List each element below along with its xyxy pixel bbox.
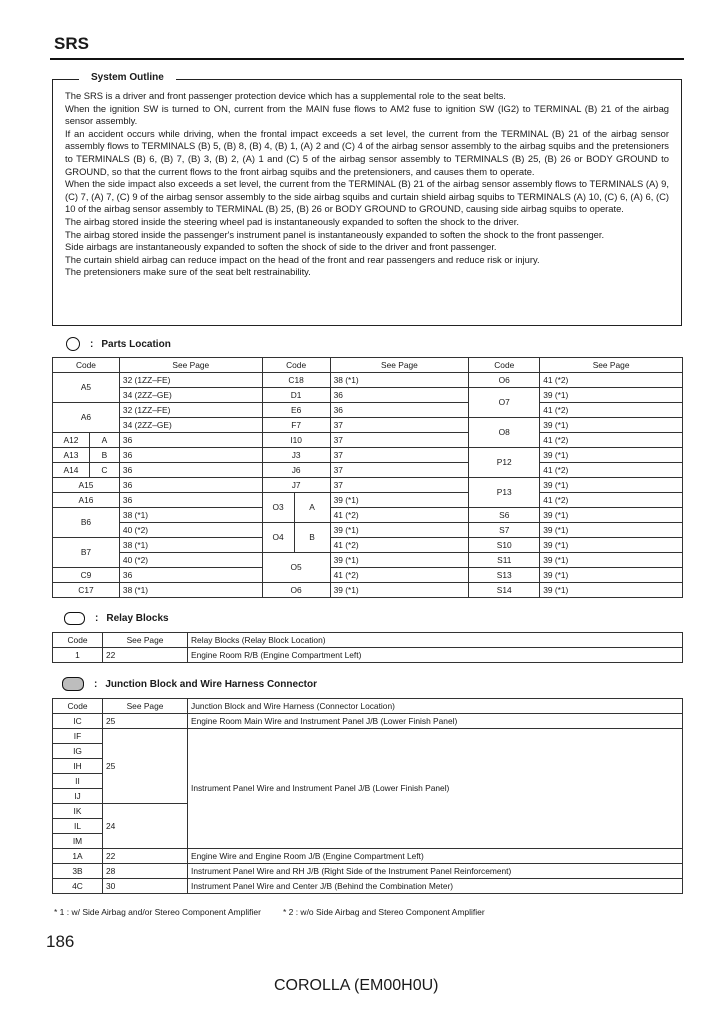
see-page: 38 (*1) [330,373,469,388]
see-page: 39 (*1) [540,553,683,568]
see-page: 22 [103,648,188,663]
see-page: 25 [103,729,188,804]
table-row [53,879,683,894]
table-row [53,433,683,448]
see-page: 28 [103,864,188,879]
part-code: A5 [53,373,120,403]
table-row [53,493,683,508]
part-code: F7 [262,418,330,433]
table-row [53,849,683,864]
see-page: 38 (*1) [119,538,262,553]
part-code: A16 [53,493,120,508]
column-header: Code [53,699,103,714]
parts-location-table [52,357,683,598]
part-code: O4 [262,523,294,553]
part-code: J6 [262,463,330,478]
system-outline-label: System Outline [79,72,176,83]
see-page: 25 [103,714,188,729]
table-row [53,418,683,433]
table-row [53,373,683,388]
table-row [53,403,683,418]
junction-code: IJ [53,789,103,804]
see-page: 34 (2ZZ–GE) [119,388,262,403]
see-page: 36 [119,448,262,463]
see-page: 24 [103,804,188,849]
part-code: O3 [262,493,294,523]
part-code: D1 [262,388,330,403]
see-page: 37 [330,478,469,493]
part-code: S7 [469,523,540,538]
see-page: 39 (*1) [540,388,683,403]
part-sub-code: C [89,463,119,478]
part-sub-code: A [89,433,119,448]
connector-circle-icon [66,337,80,351]
table-row [53,648,683,663]
table-row [53,714,683,729]
outline-paragraph: If an accident occurs while driving, when the frontal impact exceeds a set level, the current from the TERMINAL (B) 21 of the airbag sensor assembly flows to TERMINALS (B) 5, (B) 8, (B) 4, (B) 1, (A) 2 and (C) 4 of the airbag sensor assembly to the airbag squibs and the pretensioners to TERMINALS (B) 6, (B) 7, (B) 3, (B) 2, (A) 1 and (C) 5 of the airbag sensor assembly to TERMINALS (B) 25, (B) 26 or BODY GROUND to GROUND, so that the current flows to the front airbag squibs and the pretensioners, and causes them to operate. [65,127,669,177]
table-row [53,448,683,463]
part-code: A13 [53,448,90,463]
junction-code: IF [53,729,103,744]
table-row [53,583,683,598]
relay-block-symbol-icon [64,612,85,625]
see-page: 40 (*2) [119,523,262,538]
junction-block-table [52,698,683,894]
junction-location: Instrument Panel Wire and RH J/B (Right Side of the Instrument Panel Reinforcement) [188,864,683,879]
table-header-row [53,633,683,648]
see-page: 36 [119,478,262,493]
system-outline-box [52,72,682,326]
junction-code: II [53,774,103,789]
part-sub-code: A [294,493,330,523]
page-number: 186 [46,932,75,951]
see-page: 40 (*2) [119,553,262,568]
see-page: 32 (1ZZ–FE) [119,403,262,418]
see-page: 38 (*1) [119,508,262,523]
junction-block-symbol-icon [62,677,84,691]
column-header: Code [53,358,120,373]
part-sub-code: B [294,523,330,553]
part-code: S13 [469,568,540,583]
see-page: 36 [330,403,469,418]
column-header: Code [262,358,330,373]
see-page: 39 (*1) [330,583,469,598]
part-code: S14 [469,583,540,598]
see-page: 41 (*2) [540,463,683,478]
column-header: Relay Blocks (Relay Block Location) [188,633,683,648]
section-title: SRS [54,34,89,53]
part-code: C17 [53,583,120,598]
footnote-2: * 2 : w/o Side Airbag and Stereo Component Amplifier [282,907,485,917]
heading-colon: : [95,613,99,624]
part-code: A6 [53,403,120,433]
table-row [53,729,683,744]
part-code: B7 [53,538,120,568]
see-page: 41 (*2) [330,538,469,553]
see-page: 41 (*2) [330,508,469,523]
see-page: 39 (*1) [330,523,469,538]
table-row [53,508,683,523]
part-code: E6 [262,403,330,418]
column-header: See Page [119,358,262,373]
junction-code: 1A [53,849,103,864]
see-page: 39 (*1) [540,538,683,553]
table-row [53,538,683,553]
part-code: A15 [53,478,120,493]
table-row [53,864,683,879]
part-code: P12 [469,448,540,478]
column-header: Code [469,358,540,373]
footnotes [54,907,507,917]
column-header: Code [53,633,103,648]
relay-blocks-title: Relay Blocks [106,613,169,624]
system-outline-text [65,90,669,279]
see-page: 41 (*2) [540,433,683,448]
junction-location: Engine Wire and Engine Room J/B (Engine Compartment Left) [188,849,683,864]
model-code: COROLLA (EM00H0U) [274,977,439,994]
see-page: 39 (*1) [540,568,683,583]
part-code: A14 [53,463,90,478]
part-sub-code: B [89,448,119,463]
part-code: I10 [262,433,330,448]
see-page: 39 (*1) [330,493,469,508]
relay-blocks-table [52,632,683,663]
column-header: See Page [103,699,188,714]
table-row [53,568,683,583]
part-code: C9 [53,568,120,583]
part-code: O8 [469,418,540,448]
part-code: C18 [262,373,330,388]
footnote-1: * 1 : w/ Side Airbag and/or Stereo Component Amplifier [54,907,261,917]
relay-code: 1 [53,648,103,663]
see-page: 36 [119,463,262,478]
see-page: 36 [330,388,469,403]
junction-code: 4C [53,879,103,894]
relay-location: Engine Room R/B (Engine Compartment Left) [188,648,683,663]
column-header: See Page [103,633,188,648]
junction-code: 3B [53,864,103,879]
table-row [53,478,683,493]
junction-location: Engine Room Main Wire and Instrument Panel J/B (Lower Finish Panel) [188,714,683,729]
junction-code: IH [53,759,103,774]
part-code: O6 [262,583,330,598]
table-header-row [53,358,683,373]
outline-paragraph: The airbag stored inside the steering wheel pad is instantaneously expanded to soften the shock to the driver. [65,215,519,227]
see-page: 30 [103,879,188,894]
part-code: S6 [469,508,540,523]
see-page: 41 (*2) [540,403,683,418]
see-page: 32 (1ZZ–FE) [119,373,262,388]
see-page: 37 [330,433,469,448]
table-row [53,553,683,568]
outline-paragraph: When the ignition SW is turned to ON, current from the MAIN fuse flows to AM2 fuse to ignition SW (IG2) to TERMINAL (B) 21 of the airbag sensor assembly. [65,102,669,127]
part-code: O7 [469,388,540,418]
outline-paragraph: The curtain shield airbag can reduce impact on the head of the front and rear passengers and reduce risk or injury. [65,253,540,265]
table-row [53,388,683,403]
see-page: 37 [330,418,469,433]
see-page: 39 (*1) [540,508,683,523]
column-header: See Page [330,358,469,373]
part-code: O5 [262,553,330,583]
see-page: 37 [330,463,469,478]
part-code: O6 [469,373,540,388]
see-page: 39 (*1) [540,418,683,433]
part-code: S11 [469,553,540,568]
part-code: B6 [53,508,120,538]
part-code: A12 [53,433,90,448]
see-page: 22 [103,849,188,864]
see-page: 36 [119,493,262,508]
header-rule [50,58,684,60]
see-page: 39 (*1) [540,448,683,463]
part-code: S10 [469,538,540,553]
heading-colon: : [94,678,98,690]
outline-paragraph: The SRS is a driver and front passenger protection device which has a supplemental role to the seat belts. [65,90,506,101]
junction-block-heading [54,677,317,691]
heading-colon: : [90,338,94,350]
outline-paragraph: The pretensioners make sure of the seat belt restrainability. [65,266,311,278]
parts-location-heading [54,337,171,351]
see-page: 41 (*2) [540,493,683,508]
see-page: 36 [119,433,262,448]
table-row [53,523,683,538]
junction-location: Instrument Panel Wire and Center J/B (Behind the Combination Meter) [188,879,683,894]
see-page: 41 (*2) [330,568,469,583]
part-code: J3 [262,448,330,463]
table-row [53,463,683,478]
see-page: 39 (*1) [330,553,469,568]
parts-location-title: Parts Location [101,338,171,350]
junction-code: IG [53,744,103,759]
part-code: P13 [469,478,540,508]
column-header: See Page [540,358,683,373]
junction-code: IC [53,714,103,729]
table-header-row [53,699,683,714]
junction-location: Instrument Panel Wire and Instrument Panel J/B (Lower Finish Panel) [188,729,683,849]
junction-code: IL [53,819,103,834]
see-page: 41 (*2) [540,373,683,388]
junction-code: IM [53,834,103,849]
see-page: 36 [119,568,262,583]
relay-blocks-heading [54,612,169,625]
see-page: 39 (*1) [540,523,683,538]
see-page: 34 (2ZZ–GE) [119,418,262,433]
junction-code: IK [53,804,103,819]
see-page: 38 (*1) [119,583,262,598]
see-page: 39 (*1) [540,583,683,598]
see-page: 37 [330,448,469,463]
junction-block-title: Junction Block and Wire Harness Connector [105,678,317,690]
outline-paragraph: Side airbags are instantaneously expanded to soften the shock of side to the driver and front passenger. [65,241,497,253]
part-code: J7 [262,478,330,493]
outline-paragraph: When the side impact also exceeds a set level, the current from the TERMINAL (B) 21 of the airbag sensor assembly flows to TERMINALS (A) 9, (C) 7, (A) 7, (C) 9 of the airbag sensor assembly to the side airbag squibs and curtain shield airbag squibs to TERMINALS (A) 10, (C) 6, (A) 6, (C) 10 of the airbag sensor assembly to TERMINAL (B) 25, (B) 26 or BODY GROUND to GROUND, causing side airbag squibs to operate. [65,178,669,215]
outline-paragraph: The airbag stored inside the passenger's instrument panel is instantaneously expanded to soften the shock to the front passenger. [65,228,605,240]
see-page: 39 (*1) [540,478,683,493]
column-header: Junction Block and Wire Harness (Connector Location) [188,699,683,714]
